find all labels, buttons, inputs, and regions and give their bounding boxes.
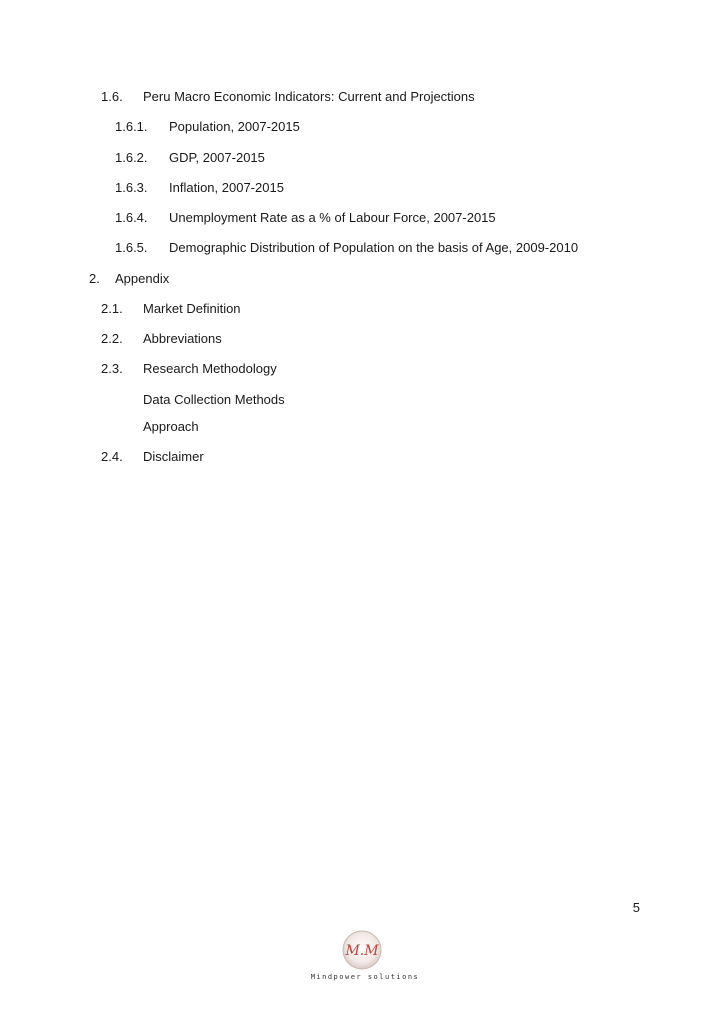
toc-entry-number: 1.6.3. — [115, 180, 148, 195]
toc-entry-label: Market Definition — [143, 301, 241, 316]
toc-entry-number: 2.1. — [101, 301, 123, 316]
toc-entry-number: 2.4. — [101, 449, 123, 464]
toc-entry-number: 1.6.2. — [115, 150, 148, 165]
footer-tagline: Mindpower solutions — [310, 973, 420, 981]
toc-entry-label: Population, 2007-2015 — [169, 119, 300, 134]
toc-entry-label: Demographic Distribution of Population on the basis of Age, 2009-2010 — [169, 240, 579, 255]
toc-entry-label: Abbreviations — [143, 331, 222, 346]
toc-entry-label: Approach — [143, 419, 199, 434]
toc-entry-number: 1.6.5. — [115, 240, 148, 255]
toc-entry-label: Inflation, 2007-2015 — [169, 180, 284, 195]
logo-monogram: M.M — [345, 943, 379, 959]
page-number: 5 — [632, 900, 640, 915]
toc-entry-label: Data Collection Methods — [143, 392, 285, 407]
toc-entry-label: Research Methodology — [143, 361, 277, 376]
toc-entry-number: 1.6.1. — [115, 119, 148, 134]
toc-entry-label: GDP, 2007-2015 — [169, 150, 265, 165]
toc-entry-number: 1.6. — [101, 89, 123, 104]
toc-entry-label: Disclaimer — [143, 449, 204, 464]
toc-entry-number: 1.6.4. — [115, 210, 148, 225]
toc-entry-number: 2.2. — [101, 331, 123, 346]
toc-entry-number: 2.3. — [101, 361, 123, 376]
toc-entry-label: Appendix — [115, 271, 170, 286]
toc-entry-number: 2. — [89, 271, 100, 286]
toc-entry-label: Unemployment Rate as a % of Labour Force, 2007-2015 — [169, 210, 496, 225]
company-logo-icon — [340, 928, 384, 972]
toc-entry-label: Peru Macro Economic Indicators: Current and Projections — [143, 89, 475, 104]
